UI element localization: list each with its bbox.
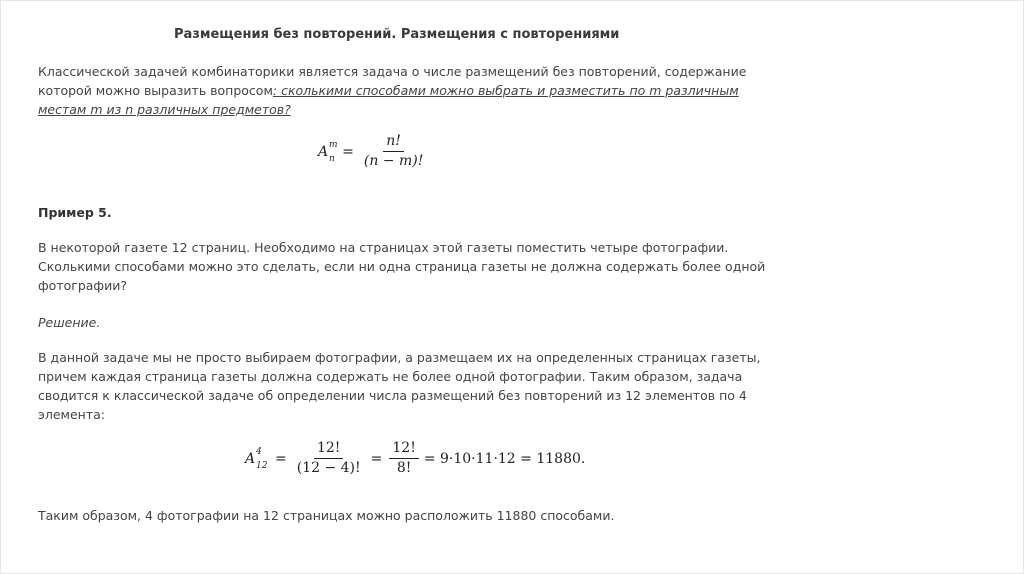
solution-line-4: элемента: xyxy=(38,407,105,422)
conclusion: Таким образом, 4 фотографии на 12 страницах можно расположить 11880 способами. xyxy=(38,508,615,523)
formula2-denominator-1: (12 − 4)! xyxy=(296,460,361,476)
solution-line-2: причем каждая страница газеты должна содержать не более одной фотографии. Таким образом, задача xyxy=(38,369,743,384)
formula2-numerator-2: 12! xyxy=(389,440,418,459)
formula1-symbol: A m n xyxy=(318,139,338,164)
example-line-2: Сколькими способами можно это сделать, если ни одна страница газеты не должна содержать более одной xyxy=(38,259,766,274)
formula1-fraction xyxy=(361,133,426,170)
page-title: Размещения без повторений. Размещения с повторениями xyxy=(174,27,620,42)
solution-label: Решение. xyxy=(38,315,101,330)
formula1-numerator: n! xyxy=(383,133,404,152)
example-line-1: В некоторой газете 12 страниц. Необходимо на страницах этой газеты поместить четыре фотографии. xyxy=(38,240,729,255)
formula2-fraction-1 xyxy=(294,440,364,477)
intro-line-3 xyxy=(38,100,291,119)
intro-question-part-2: местам m из n различных предметов? xyxy=(38,102,291,117)
example-heading: Пример 5. xyxy=(38,205,112,220)
formula2-equals-2: = xyxy=(370,450,383,467)
formula2-denominator-2: 8! xyxy=(396,460,412,476)
formula2-equals-1: = xyxy=(275,450,287,467)
intro-question-part-1: : сколькими способами можно выбрать и разместить по m различным xyxy=(272,83,739,98)
intro-line-2-prefix: которой можно выразить вопросом xyxy=(38,83,273,98)
formula2-result: = 9·10·11·12 = 11880. xyxy=(423,450,586,467)
formula2-numerator-1: 12! xyxy=(314,440,343,459)
solution-line-1: В данной задаче мы не просто выбираем фотографии, а размещаем их на определенных страницах газеты, xyxy=(38,350,761,365)
intro-line-2 xyxy=(38,81,739,100)
formula-calculation xyxy=(245,440,585,477)
example-line-3: фотографии? xyxy=(38,278,127,293)
formula2-fraction-2 xyxy=(389,440,418,477)
formula-arrangements xyxy=(318,133,429,170)
solution-line-3: сводится к классической задаче об определении числа размещений без повторений из 12 элементов по 4 xyxy=(38,388,747,403)
intro-line-1: Классической задачей комбинаторики является задача о числе размещений без повторений, содержание xyxy=(38,64,747,79)
formula1-equals: = xyxy=(342,143,354,160)
formula2-symbol: A 4 12 xyxy=(245,446,268,471)
formula1-denominator: (n − m)! xyxy=(363,153,424,169)
